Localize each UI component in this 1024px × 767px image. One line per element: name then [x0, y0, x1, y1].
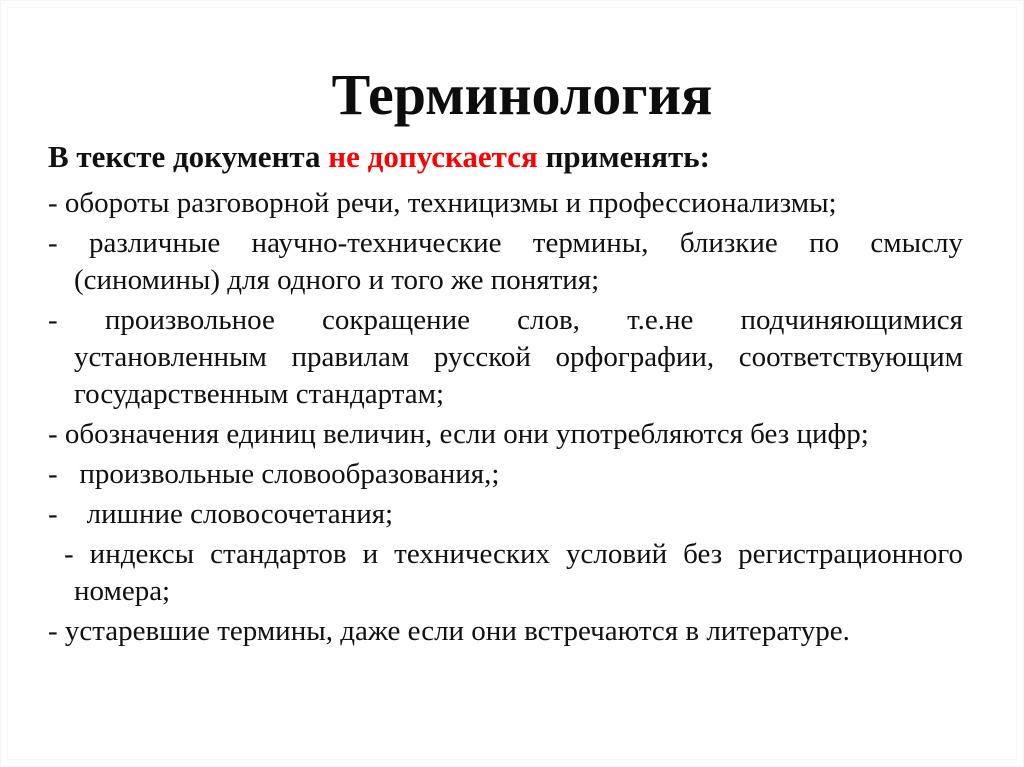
list-item-line: - произвольное сокращение слов, т.е.не подчиняющимися: [48, 303, 963, 336]
list-item-line: (синомины) для одного и того же понятия;: [74, 263, 600, 296]
slide-title: Терминология: [331, 62, 713, 127]
list-item-line: - различные научно-технические термины, близкие по смыслу: [48, 226, 963, 259]
list-item: [48, 225, 963, 299]
list-item: [48, 416, 963, 453]
list-item-line: - индексы стандартов и технических условий без регистрационного: [48, 537, 963, 570]
highlighted-text: не допускается: [328, 138, 538, 174]
list-item: [48, 185, 963, 222]
intro-text-before: В тексте документа: [48, 138, 329, 174]
list-item-line: государственным стандартам;: [74, 377, 445, 410]
intro-line: [48, 138, 963, 175]
list-item-line: - произвольные словообразования,;: [48, 457, 500, 490]
list-item-line: - обороты разговорной речи, техницизмы и профессионализмы;: [48, 186, 837, 219]
list-item: [48, 456, 963, 493]
intro-text-after: применять:: [537, 138, 710, 174]
list-item-line: - устаревшие термины, даже если они встречаются в литературе.: [48, 614, 850, 647]
list-item-line: установленным правилам русской орфографии, соответствующим: [74, 340, 963, 373]
list-item-line: - обозначения единиц величин, если они употребляются без цифр;: [48, 417, 869, 450]
list-item: [48, 613, 963, 650]
list-item-line: - лишние словосочетания;: [48, 497, 394, 530]
list-item: [48, 536, 963, 610]
list-item-line: номера;: [74, 574, 171, 607]
list-item: [48, 302, 963, 413]
list-item: [48, 496, 963, 533]
slide-body: [48, 138, 963, 650]
